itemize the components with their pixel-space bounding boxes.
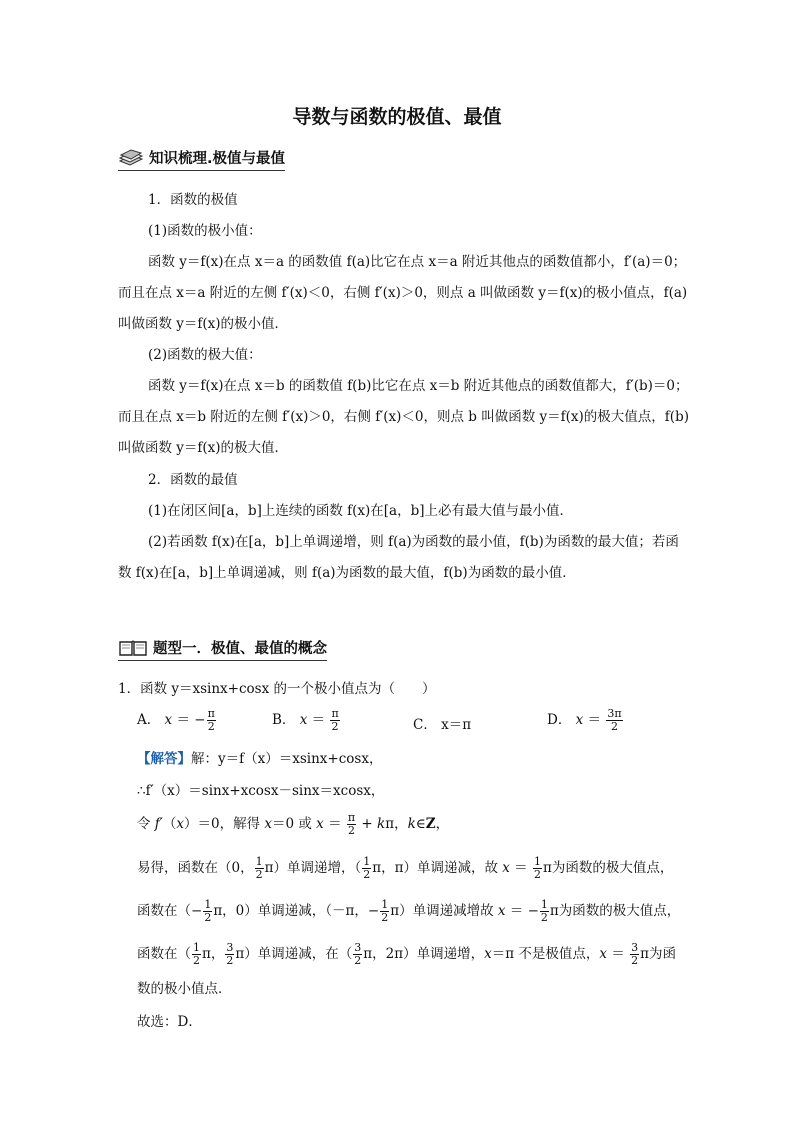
option-c-value: x＝π [441, 717, 472, 733]
open-book-icon [118, 639, 148, 657]
section-heading-type1 [118, 637, 327, 661]
option-d [547, 708, 624, 733]
option-c [413, 713, 471, 733]
paragraph-line: 而且在点 x＝a 附近的左侧 f′(x)＜0，右侧 f′(x)＞0，则点 a 叫做函数 y＝f(x)的极小值点，f(a) [118, 285, 688, 301]
paragraph-line: 函数 y＝f(x)在点 x＝a 的函数值 f(a)比它在点 x＝a 附近其他点的函数值都小，f′(a)＝0； [148, 254, 687, 270]
section-heading-text: 题型一．极值、最值的概念 [153, 641, 327, 657]
answer-line-5: 函数在（− $\frac{1}{2}$ π，0）单调递减，（－π，− $\frac{1}{2}$ π）单调递减增故 x ＝ − $\frac{1}{2}$ π为函数的极大值点， [137, 898, 681, 924]
page-title: 导数与函数的极值、最值 [292, 106, 502, 128]
item-title: 1．函数的极值 [148, 192, 238, 208]
option-b [272, 708, 341, 733]
paragraph-line: (1)在闭区间[a，b]上连续的函数 f(x)在[a，b]上必有最大值与最小值． [148, 503, 574, 519]
paragraph-line: 叫做函数 y＝f(x)的极大值． [118, 440, 289, 456]
books-stack-icon [118, 149, 144, 167]
paragraph-line: (2)若函数 f(x)在[a，b]上单调递增，则 f(a)为函数的最小值，f(b)为函数的最大值；若函 [148, 534, 679, 550]
paragraph-line: 叫做函数 y＝f(x)的极小值． [118, 316, 289, 332]
answer-line: 故选：D． [137, 1014, 202, 1030]
subheading: (1)函数的极小值： [148, 223, 262, 239]
answer-line: 数的极小值点． [137, 981, 232, 997]
answer-text: 解：y＝f（x）＝xsinx+cosx， [191, 751, 383, 767]
question-1: 1．函数 y＝xsinx+cosx 的一个极小值点为（ ） [118, 681, 436, 697]
answer-line: ∴f′（x）＝sinx+xcosx－sinx＝xcosx， [137, 783, 385, 799]
answer-line-6: 函数在（ $\frac{1}{2}$ π， $\frac{3}{2}$ π）单调递减，在（ $\frac{3}{2}$ π，2π）单调递增，x＝π 不是极值点，x ＝ $\frac{3}{2}$ π为函 [137, 941, 676, 967]
option-label: D． [547, 712, 572, 728]
answer-line-3: 令 f′（x）＝0，解得 x＝0 或 x ＝ $\frac{\pi}{2}$ + kπ，k∈Z， [137, 811, 450, 837]
answer-line [137, 747, 382, 767]
option-label: B． [272, 712, 296, 728]
option-d-value: x ＝ $\frac{3\pi}{2}$ [575, 707, 622, 733]
option-b-value: x ＝ $\frac{\pi}{2}$ [299, 707, 339, 733]
answer-line-4: 易得，函数在（0， $\frac{1}{2}$ π）单调递增，（ $\frac{1}{2}$ π，π）单调递减，故 x ＝ $\frac{1}{2}$ π为函数的极大值点， [137, 855, 674, 881]
paragraph-line: 数 f(x)在[a，b]上单调递减，则 f(a)为函数的最大值，f(b)为函数的最小值． [118, 565, 576, 581]
answer-tag: 【解答】 [137, 751, 191, 767]
paragraph-line: 函数 y＝f(x)在点 x＝b 的函数值 f(b)比它在点 x＝b 附近其他点的函数值都大，f′(b)＝0； [148, 378, 689, 394]
option-a [137, 708, 217, 733]
subheading: (2)函数的极大值： [148, 347, 262, 363]
option-a-value: x ＝ − $\frac{\pi}{2}$ [164, 707, 215, 733]
section-heading-knowledge [118, 147, 285, 171]
option-label: C． [413, 717, 437, 733]
section-heading-text: 知识梳理.极值与最值 [149, 151, 286, 167]
option-label: A． [137, 712, 161, 728]
paragraph-line: 而且在点 x＝b 附近的左侧 f′(x)＞0，右侧 f′(x)＜0，则点 b 叫做函数 y＝f(x)的极大值点，f(b) [118, 409, 689, 425]
item-title: 2．函数的最值 [148, 472, 238, 488]
